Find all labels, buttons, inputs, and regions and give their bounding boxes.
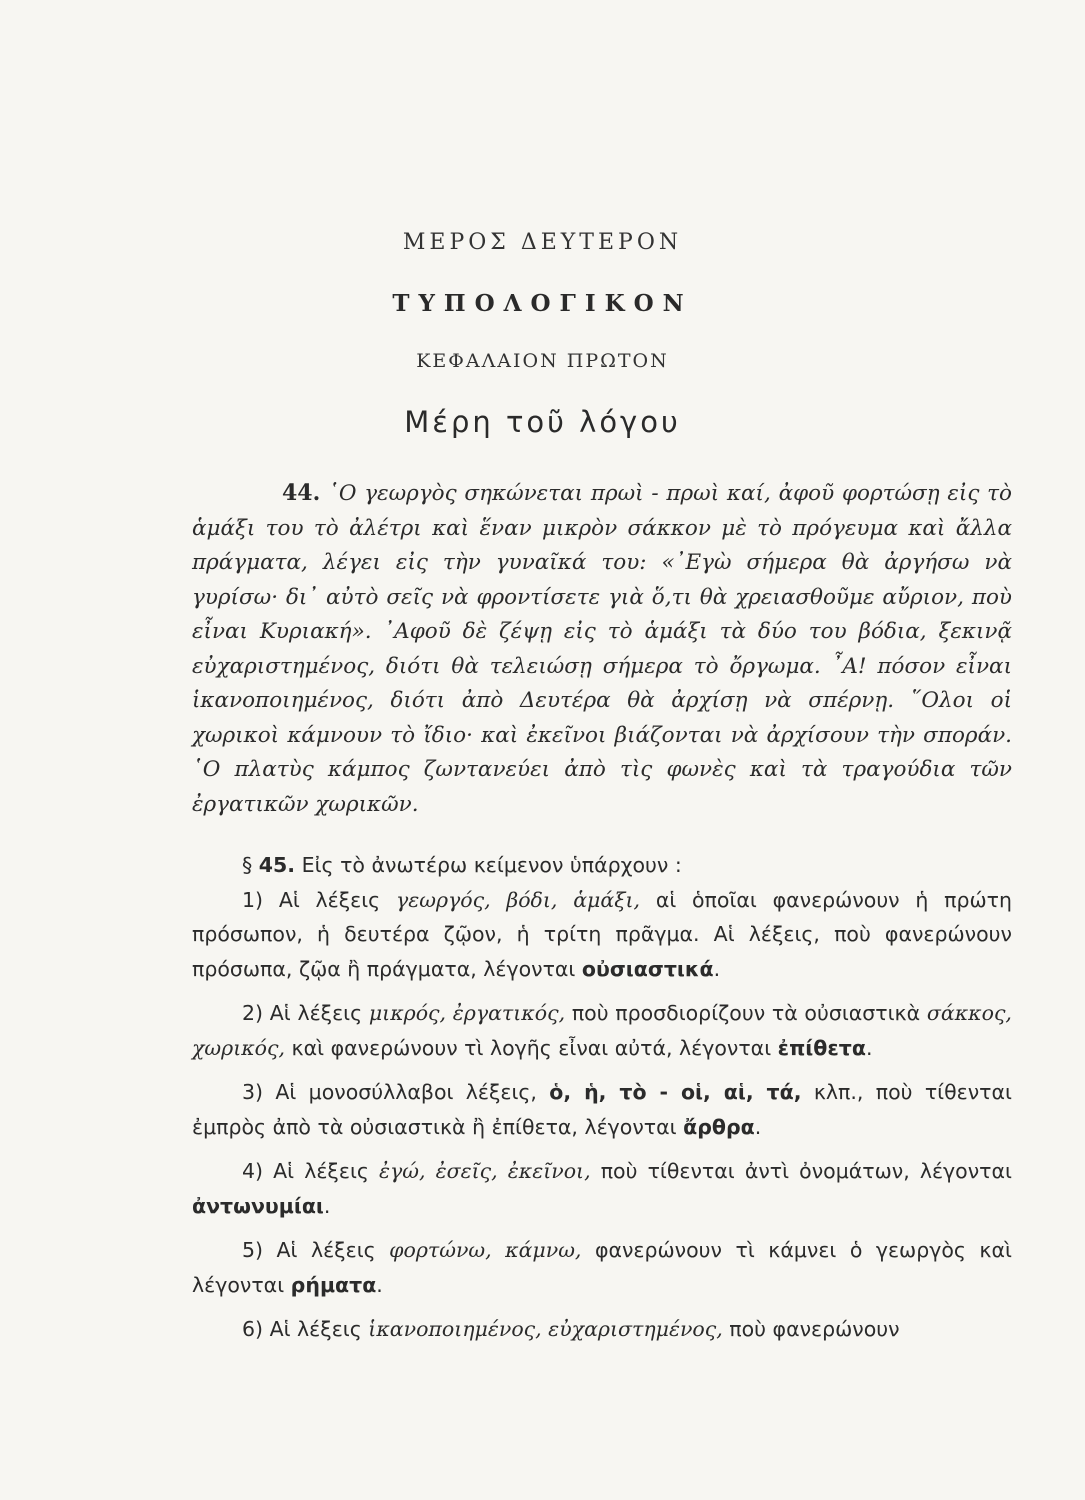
term: ἐπίθετα: [777, 1035, 866, 1060]
example-words: ὁ, ἡ, τὸ - οἱ, αἱ, τά,: [549, 1080, 802, 1104]
item-end: .: [713, 956, 721, 981]
item-end: .: [754, 1114, 762, 1139]
item-text: ποὺ φανερώνουν: [729, 1317, 900, 1341]
part-title: ΜΕΡΟΣ ΔΕΥΤΕΡΟΝ: [402, 230, 683, 255]
list-item: [192, 1075, 1012, 1144]
example-words: ἐγώ, ἐσεῖς, ἐκεῖνοι,: [379, 1159, 591, 1183]
item-end: .: [376, 1272, 383, 1297]
section-title: ΤΥΠΟΛΟΓΙΚΟΝ: [392, 290, 693, 317]
example-words: φορτώνω, κάμνω,: [389, 1238, 582, 1262]
list-item: [192, 1233, 1012, 1302]
section-number: 45.: [258, 853, 296, 877]
intro-text: Εἰς τὸ ἀνωτέρω κείμενον ὑπάρχουν :: [301, 853, 682, 877]
item-number: 6): [242, 1317, 264, 1341]
term: ρήματα: [290, 1272, 377, 1297]
list-item: [192, 1312, 1012, 1347]
example-words: γεωργός, βόδι, ἁμάξι,: [395, 887, 641, 912]
narrative-paragraph: [192, 476, 1012, 822]
item-text: Αἱ λέξεις: [269, 1001, 363, 1025]
term: ἄρθρα: [683, 1114, 755, 1139]
item-text: ποὺ προσδιορίζουν τὰ οὐσιαστικὰ: [571, 1001, 921, 1025]
item-end: .: [865, 1035, 873, 1060]
analysis-intro: [192, 848, 1012, 883]
item-text: καὶ φανερώνουν τὶ λογῆς εἶναι αὐτά, λέγονται: [291, 1035, 772, 1060]
item-number: 4): [242, 1159, 264, 1183]
item-text: Αἱ μονοσύλλαβοι λέξεις,: [275, 1080, 537, 1104]
item-end: .: [323, 1193, 331, 1218]
analysis-section: [192, 848, 1012, 1357]
section-sign: §: [242, 853, 253, 877]
item-number: 2): [242, 1001, 264, 1025]
item-text: ποὺ τίθενται ἀντὶ ὀνομάτων, λέγονται: [600, 1159, 1012, 1183]
term: ἀντωνυμίαι: [192, 1193, 324, 1218]
narrative-text: ῾Ο γεωργὸς σηκώνεται πρωὶ - πρωὶ καί, ἀφοῦ φορτώσῃ εἰς τὸ ἁμάξι του τὸ ἀλέτρι καὶ ἕναν μικρὸν σάκκον μὲ τὸ πρόγευμα καὶ ἄλλα πράγματα, λέγει εἰς τὴν γυναῖκά του: «᾿Εγὼ σήμερα θὰ ἀργήσω νὰ γυρίσω· δι᾿ αὐτὸ σεῖς νὰ φροντίσετε γιὰ ὅ,τι θὰ χρειασθοῦμε αὔριον, ποὺ εἶναι Κυριακή». ᾿Αφοῦ δὲ ζέψῃ εἰς τὸ ἁμάξι τὰ δύο του βόδια, ξεκινᾷ εὐχαριστημένος, διότι θὰ τελειώσῃ σήμερα τὸ ὄργωμα. ῏Α! πόσον εἶναι ἱκανοποιημένος, διότι ἀπὸ Δευτέρα θὰ ἀρχίσῃ νὰ σπέρνῃ. ῞Ολοι οἱ χωρικοὶ κάμνουν τὸ ἴδιο· καὶ ἐκεῖνοι βιάζονται νὰ ἀρχίσουν τὴν σποράν. ῾Ο πλατὺς κάμπος ζωντανεύει ἀπὸ τὶς φωνὲς καὶ τὰ τραγούδια τῶν ἐργατικῶν χωρικῶν.: [192, 481, 1012, 817]
list-item: [192, 996, 1012, 1065]
example-words: ἱκανοποιημένος, εὐχαριστημένος,: [368, 1317, 723, 1341]
item-number: 1): [242, 887, 264, 912]
item-text: Αἱ λέξεις: [269, 1317, 362, 1341]
item-text: Αἱ λέξεις: [273, 1159, 369, 1183]
item-text: αἱ ὁποῖαι φανερώνουν ἡ πρώτη πρόσωπον, ἡ δευτέρα ζῷον, ἡ τρίτη πρᾶγμα. Αἱ λέξεις, ποὺ φανερώνουν πρόσωπα, ζῷα ἢ πράγματα, λέγονται: [192, 887, 1012, 981]
item-text: Αἱ λέξεις: [276, 1238, 376, 1262]
item-text: φανερώνουν τὶ κάμνει ὁ γεωργὸς καὶ λέγονται: [192, 1238, 1012, 1297]
item-text: Αἱ λέξεις: [278, 887, 381, 912]
item-number: 3): [242, 1080, 264, 1104]
paragraph-number: 44.: [282, 480, 321, 506]
list-item: [192, 883, 1012, 987]
example-words: μικρός, ἐργατικός,: [368, 1001, 566, 1025]
page-heading: Μέρη τοῦ λόγου: [404, 405, 681, 439]
example-words: σάκκος, χωρικός,: [192, 1001, 1012, 1060]
item-number: 5): [242, 1238, 264, 1262]
chapter-title: ΚΕΦΑΛΑΙΟΝ ΠΡΩΤΟΝ: [416, 350, 669, 372]
item-text: κλπ., ποὺ τίθενται ἐμπρὸς ἀπὸ τὰ οὐσιαστικὰ ἢ ἐπίθετα, λέγονται: [192, 1080, 1012, 1139]
term: οὐσιαστικά: [581, 956, 714, 981]
list-item: [192, 1154, 1012, 1223]
